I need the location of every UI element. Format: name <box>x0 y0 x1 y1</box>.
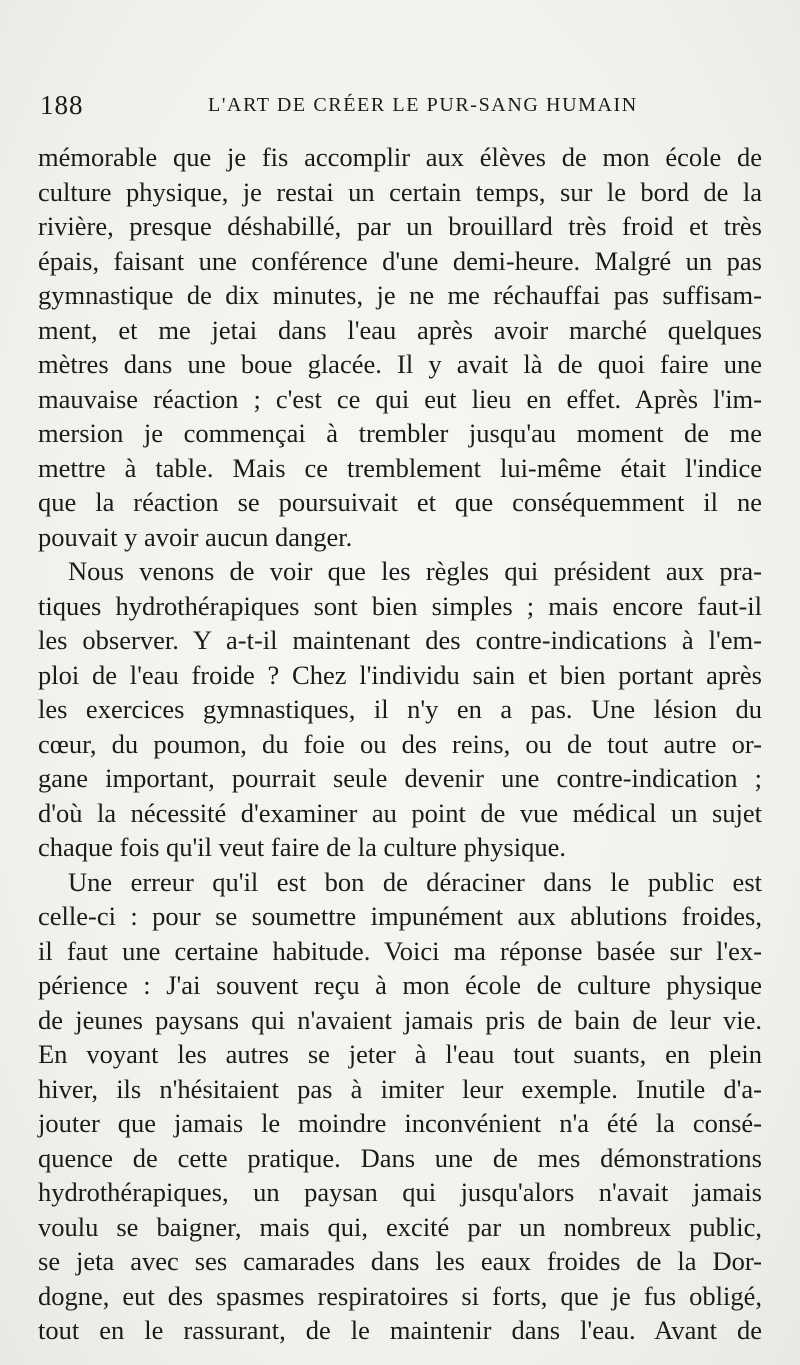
text-line: d'où la nécessité d'examiner au point de vue médical un sujet <box>38 797 762 828</box>
text-line: mètres dans une boue glacée. Il y avait là de quoi faire une <box>38 349 762 379</box>
text-line: se jeta avec ses camarades dans les eaux froides de la Dor- <box>38 1246 762 1276</box>
page-header <box>40 90 760 130</box>
text-line: de jeunes paysans qui n'avaient jamais pris de bain de leur vie. <box>38 1004 762 1035</box>
text-line: les observer. Y a-t-il maintenant des contre-indications à l'em- <box>38 625 762 655</box>
text-line: voulu se baigner, mais qui, excité par un nombreux public, <box>38 1211 762 1242</box>
text-line: tout en le rassurant, de le maintenir dans l'eau. Avant de <box>38 1315 762 1345</box>
text-line: tiques hydrothérapiques sont bien simples ; mais encore faut-il <box>38 590 762 621</box>
paragraph-start-line: Nous venons de voir que les règles qui président aux pra- <box>68 556 762 586</box>
text-line: gane important, pourrait seule devenir une contre-indication ; <box>38 763 762 793</box>
page-number: 188 <box>40 90 84 120</box>
text-line: mersion je commençai à trembler jusqu'au moment de me <box>38 418 762 448</box>
text-line: En voyant les autres se jeter à l'eau tout suants, en plein <box>38 1039 762 1069</box>
text-line: mauvaise réaction ; c'est ce qui eut lieu en effet. Après l'im- <box>38 383 762 414</box>
text-line: cœur, du poumon, du foie ou des reins, ou de tout autre or- <box>38 728 762 759</box>
text-line: celle-ci : pour se soumettre impunément aux ablutions froides, <box>38 901 762 931</box>
text-line: hiver, ils n'hésitaient pas à imiter leur exemple. Inutile d'a- <box>38 1073 762 1104</box>
text-line: quence de cette pratique. Dans une de mes démonstrations <box>38 1142 762 1173</box>
text-line: périence : J'ai souvent reçu à mon école de culture physique <box>38 970 762 1000</box>
paragraph-end-line: pouvait y avoir aucun danger. <box>38 521 353 552</box>
text-line: gymnastique de dix minutes, je ne me réchauffai pas suffisam- <box>38 280 762 310</box>
text-line: rivière, presque déshabillé, par un brouillard très froid et très <box>38 211 762 241</box>
text-line: mémorable que je fis accomplir aux élèves de mon école de <box>38 142 762 172</box>
text-line: ploi de l'eau froide ? Chez l'individu sain et bien portant après <box>38 659 762 690</box>
running-head: L'ART DE CRÉER LE PUR-SANG HUMAIN <box>208 94 638 116</box>
text-line: épais, faisant une conférence d'une demi-heure. Malgré un pas <box>38 245 762 276</box>
text-line: que la réaction se poursuivait et que conséquemment il ne <box>38 487 762 517</box>
text-line: dogne, eut des spasmes respiratoires si forts, que je fus obligé, <box>38 1280 762 1311</box>
text-line: jouter que jamais le moindre inconvénient n'a été la consé- <box>38 1108 762 1138</box>
text-line: les exercices gymnastiques, il n'y en a pas. Une lésion du <box>38 694 762 724</box>
text-line: mettre à table. Mais ce tremblement lui-même était l'indice <box>38 452 762 483</box>
paragraph-start-line: Une erreur qu'il est bon de déraciner dans le public est <box>68 866 762 897</box>
text-line: culture physique, je restai un certain temps, sur le bord de la <box>38 176 762 207</box>
text-line: hydrothérapiques, un paysan qui jusqu'alors n'avait jamais <box>38 1177 762 1207</box>
text-line: il faut une certaine habitude. Voici ma réponse basée sur l'ex- <box>38 935 762 966</box>
body-text <box>38 140 762 1348</box>
text-line: ment, et me jetai dans l'eau après avoir marché quelques <box>38 314 762 345</box>
paragraph-end-line: chaque fois qu'il veut faire de la culture physique. <box>38 832 566 862</box>
